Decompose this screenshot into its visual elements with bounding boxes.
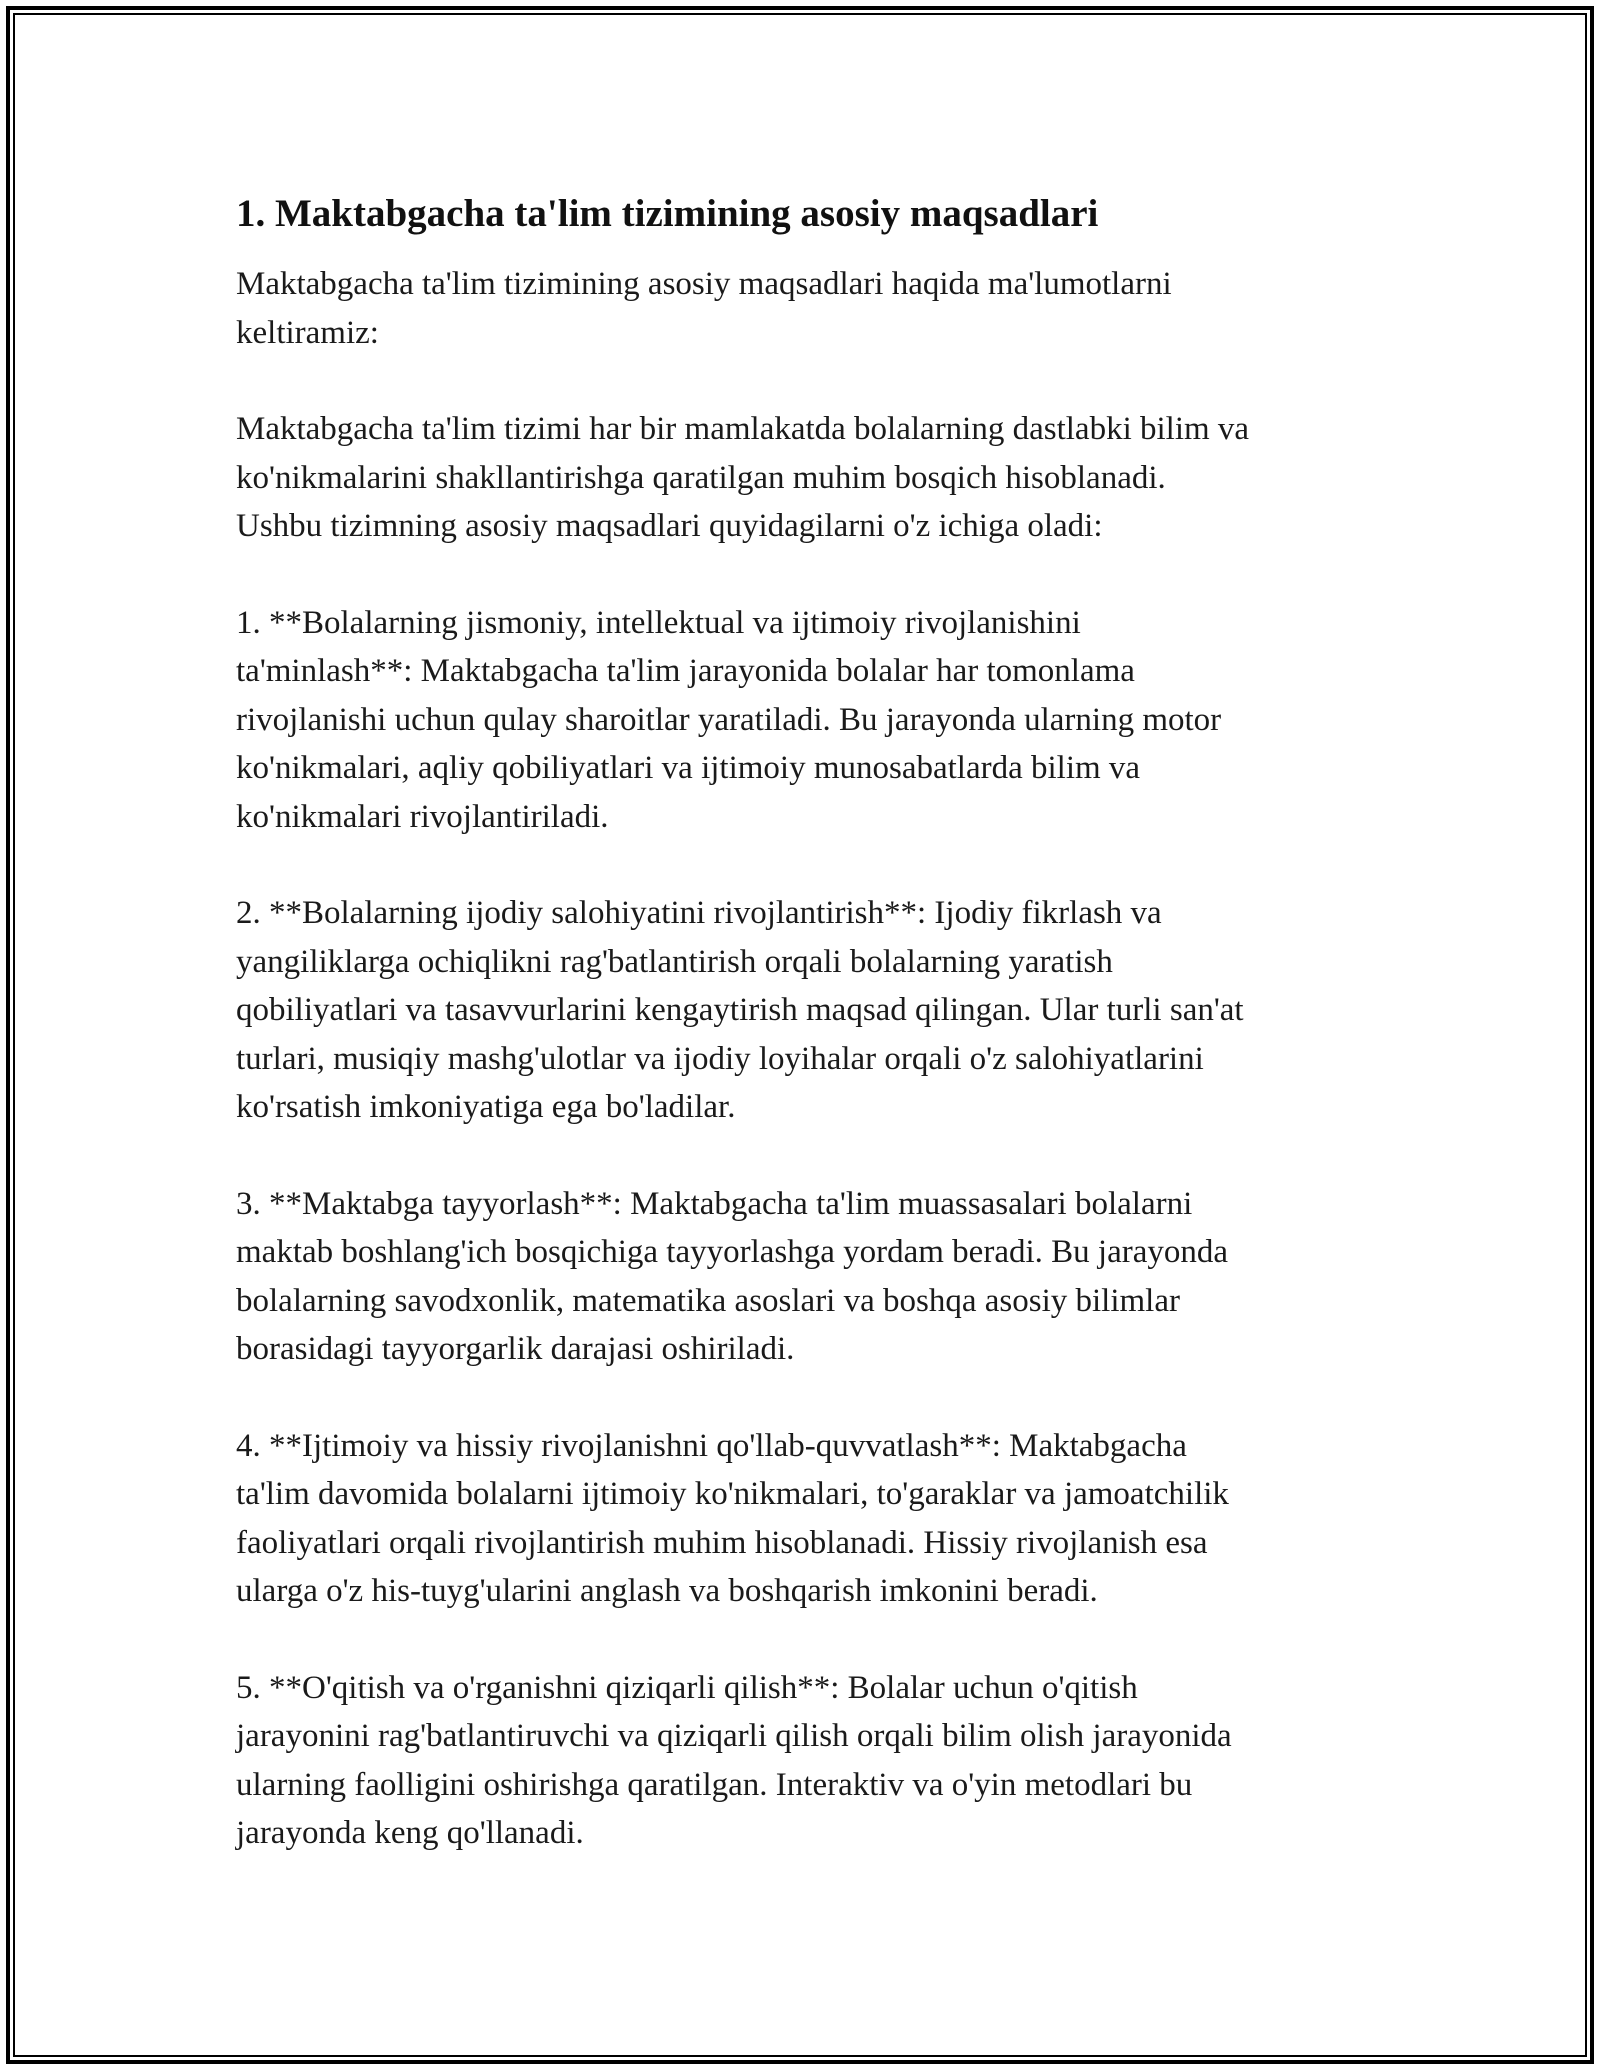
goal-item-1: 1. **Bolalarning jismoniy, intellektual va ijtimoiy rivojlanishini ta'minlash**: Maktabgacha ta'lim jarayonida bolalar har tomonlama rivojlanishi uchun qulay sharoitlar yaratiladi. Bu jarayonda ularning motor ko'nikmalari, aqliy qobiliyatlari va ijtimoiy munosabatlarda bilim va ko'nikmalari rivojlantiriladi. [236, 604, 1222, 835]
intro-paragraph: Maktabgacha ta'lim tizimining asosiy maqsadlari haqida ma'lumotlarni keltiramiz: [236, 266, 1172, 351]
document-body [236, 188, 1376, 1906]
goal-item-4: 4. **Ijtimoiy va hissiy rivojlanishni qo'llab-quvvatlash**: Maktabgacha ta'lim davomida bolalarni ijtimoiy ko'nikmalari, to'garaklar va jamoatchilik faoliyatlari orqali rivojlantirish muhim hisoblanadi. Hissiy rivojlanish esa ularga o'z his-tuyg'ularini anglash va boshqarish imkonini beradi. [236, 1427, 1229, 1609]
document-title: 1. Maktabgacha ta'lim tizimining asosiy maqsadlari [236, 192, 1099, 235]
goal-item-5: 5. **O'qitish va o'rganishni qiziqarli qilish**: Bolalar uchun o'qitish jarayonini rag'batlantiruvchi va qiziqarli qilish orqali bilim olish jarayonida ularning faolligini oshirishga qaratilgan. Interaktiv va o'yin metodlari bu jarayonda keng qo'llanadi. [236, 1669, 1232, 1851]
goal-item-3: 3. **Maktabga tayyorlash**: Maktabgacha ta'lim muassasalari bolalarni maktab boshlang'ich bosqichiga tayyorlashga yordam beradi. Bu jarayonda bolalarning savodxonlik, matematika asoslari va boshqa asosiy bilimlar borasidagi tayyorgarlik darajasi oshiriladi. [236, 1185, 1228, 1367]
goal-item-2: 2. **Bolalarning ijodiy salohiyatini rivojlantirish**: Ijodiy fikrlash va yangiliklarga ochiqlikni rag'batlantirish orqali bolalarning yaratish qobiliyatlari va tasavvurlarini kengaytirish maqsad qilingan. Ular turli san'at turlari, musiqiy mashg'ulotlar va ijodiy loyihalar orqali o'z salohiyatlarini ko'rsatish imkoniyatiga ega bo'ladilar. [236, 895, 1244, 1125]
overview-paragraph: Maktabgacha ta'lim tizimi har bir mamlakatda bolalarning dastlabki bilim va ko'nikmalarini shakllantirishga qaratilgan muhim bosqich hisoblanadi. Ushbu tizimning asosiy maqsadlari quyidagilarni o'z ichiga oladi: [236, 411, 1250, 544]
